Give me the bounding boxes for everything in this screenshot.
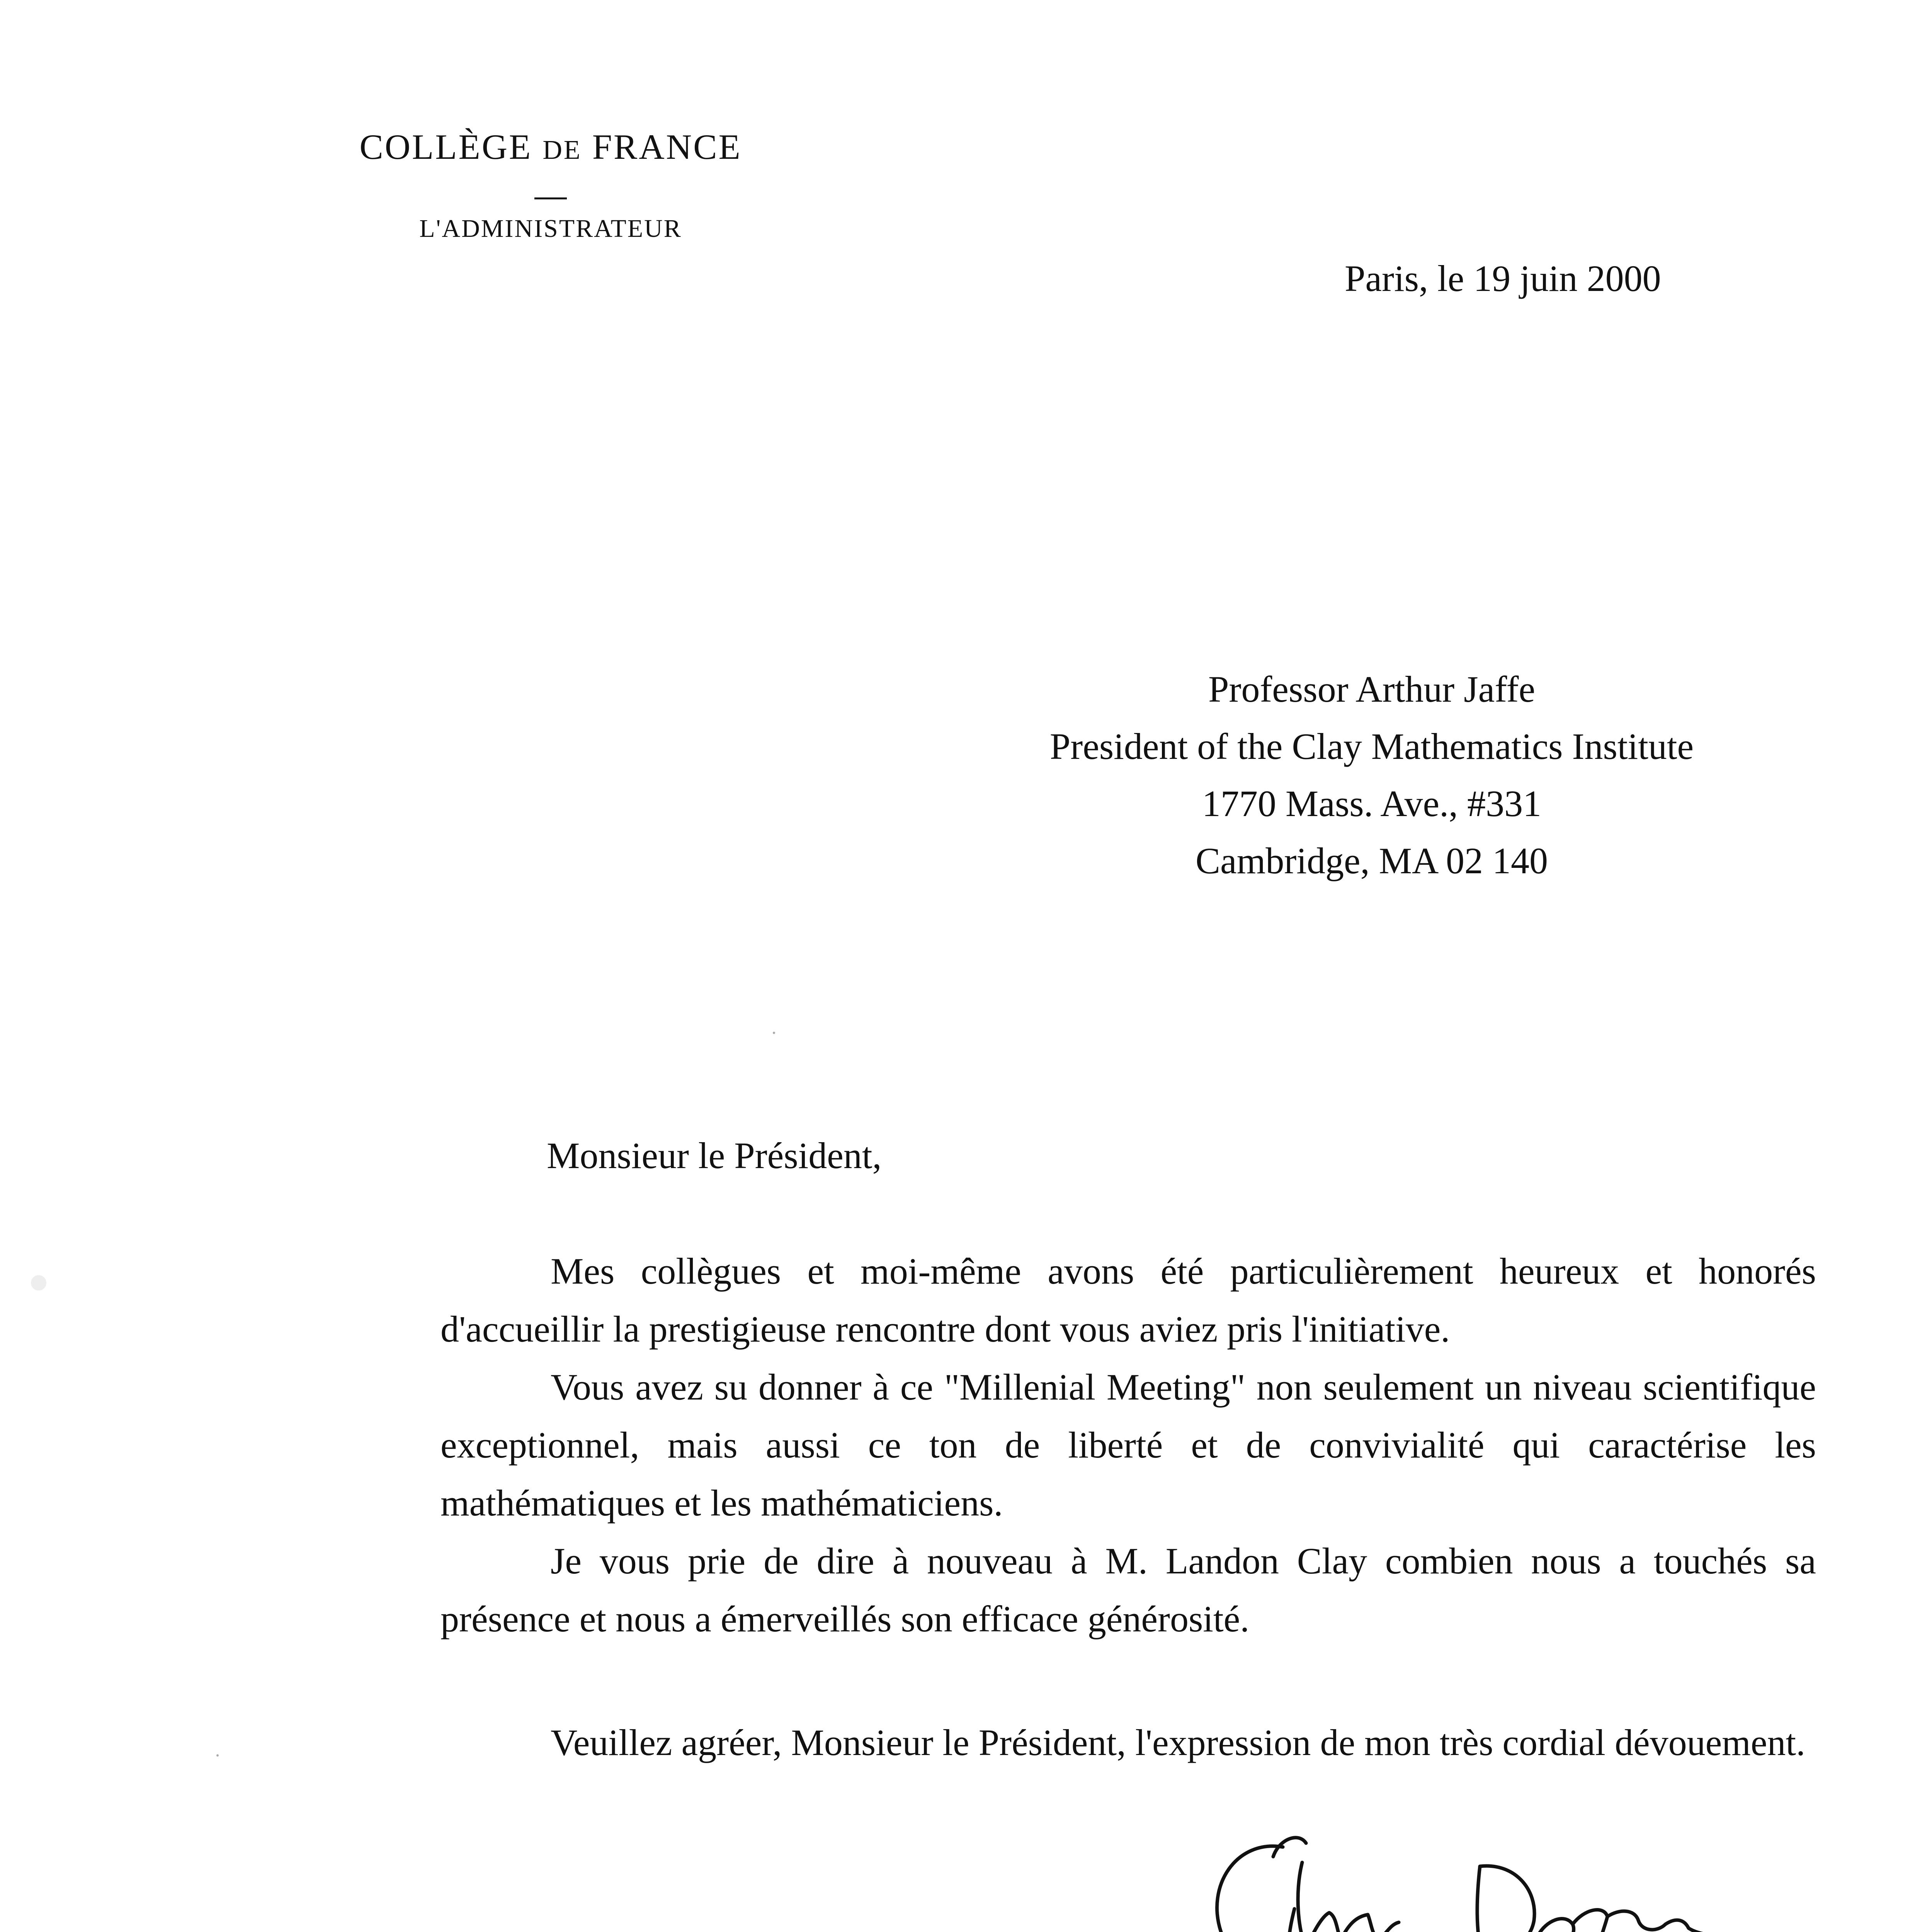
body-paragraph-1: Mes collègues et moi-même avons été particulièrement heureux et honorés d'accueillir la prestigieuse rencontre dont vous aviez pris l'initiative. [440,1250,1816,1350]
salutation: Monsieur le Président, [547,1135,882,1176]
recipient-street: 1770 Mass. Ave., #331 [1202,783,1542,824]
body-paragraph-3: Je vous prie de dire à nouveau à M. Landon Clay combien nous a touchés sa présence et nous a émerveillés son efficace générosité. [440,1540,1816,1639]
institution-word-2: DE [543,135,582,165]
recipient-name: Professor Arthur Jaffe [1208,668,1536,710]
letter-body [440,1242,1816,1648]
closing-formula: Veuillez agréer, Monsieur le Président, l'expression de mon très cordial dévouement. [551,1722,1806,1763]
scan-speck [31,1275,46,1291]
recipient-city: Cambridge, MA 02 140 [1196,840,1548,881]
recipient-address [1024,661,1719,889]
institution-name [270,128,831,167]
office-title: L'ADMINISTRATEUR [419,214,682,243]
scan-speck [216,1754,219,1757]
letterhead [270,128,831,243]
handwritten-signature [1121,1816,1777,1932]
body-paragraph-2: Vous avez su donner à ce "Millenial Meeting" non seulement un niveau scientifique exceptionnel, mais aussi ce ton de liberté et de convivialité qui caractérise les mathématiques et les mathématiciens. [440,1366,1816,1524]
recipient-title: President of the Clay Mathematics Institute [1049,726,1694,767]
letter-date: Paris, le 19 juin 2000 [1345,258,1661,299]
institution-word-1: COLLÈGE [359,127,532,167]
institution-word-3: FRANCE [592,127,742,167]
letterhead-divider [534,197,567,199]
scan-speck [773,1032,775,1034]
